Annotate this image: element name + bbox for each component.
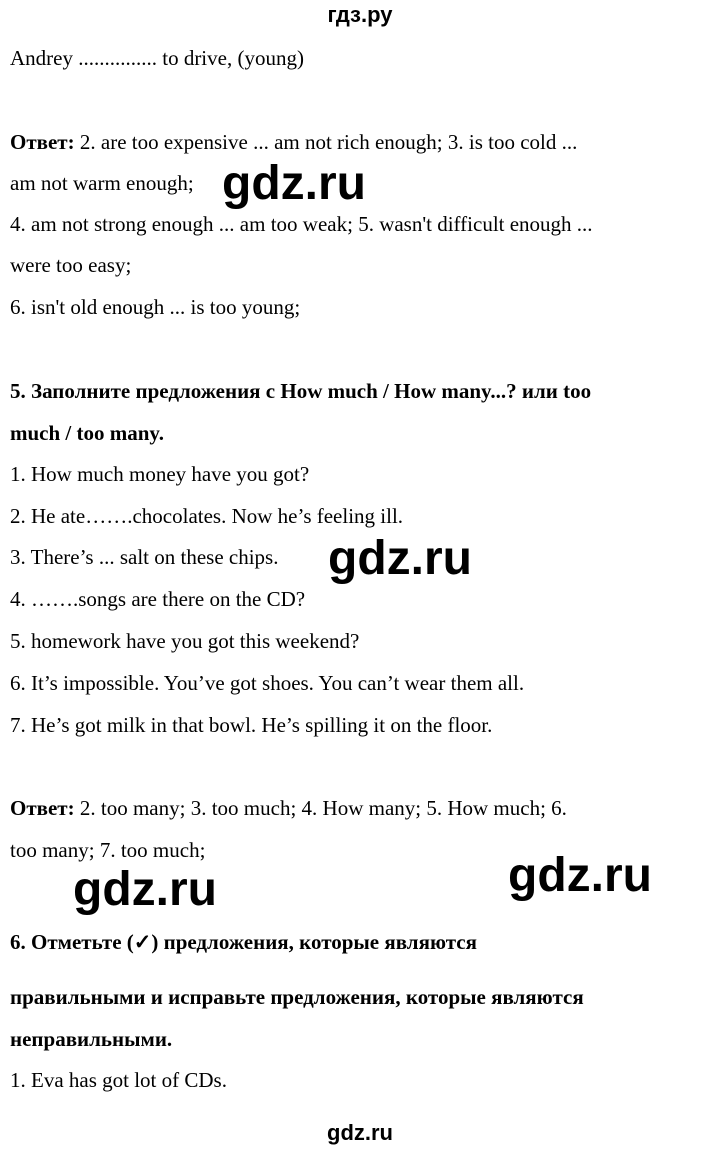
footer-site-label: gdz.ru [327, 1120, 393, 1145]
exercise-6-title: 6. Отметьте (✓) предложения, которые являются [10, 930, 477, 954]
exercise-item: 2. He ate…….chocolates. Now he’s feeling ill. [10, 504, 404, 528]
header-site-label: гдз.ру [327, 2, 393, 27]
task-line: Andrey ............... to drive, (young) [10, 46, 304, 70]
watermark: gdz.ru [328, 532, 472, 585]
answer-line [10, 132, 577, 153]
answer-line: too many; 7. too much; [10, 838, 206, 862]
exercise-item: 1. Eva has got lot of CDs. [10, 1068, 227, 1092]
exercise-5-title: much / too many. [10, 421, 165, 445]
watermark: gdz.ru [508, 849, 652, 902]
answer-label: Ответ: [10, 130, 75, 154]
exercise-6-title: правильными и исправьте предложения, которые являются [10, 985, 584, 1009]
watermark: gdz.ru [222, 157, 366, 210]
answer-line: were too easy; [10, 253, 132, 277]
exercise-item: 3. There’s ... salt on these chips. [10, 545, 279, 569]
exercise-item: 5. homework have you got this weekend? [10, 629, 360, 653]
exercise-item: 1. How much money have you got? [10, 462, 310, 486]
answer-text: 2. too many; 3. too much; 4. How many; 5. How much; 6. [74, 796, 567, 820]
answer-text: 2. are too expensive ... am not rich enough; 3. is too cold ... [74, 130, 578, 154]
answer-line: 4. am not strong enough ... am too weak; 5. wasn't difficult enough ... [10, 212, 593, 236]
answer-label: Ответ: [10, 796, 75, 820]
answer-line: 6. isn't old enough ... is too young; [10, 295, 301, 319]
exercise-item: 6. It’s impossible. You’ve got shoes. You can’t wear them all. [10, 671, 525, 695]
answer-line: am not warm enough; [10, 171, 194, 195]
watermark: gdz.ru [73, 863, 217, 916]
exercise-item: 4. …….songs are there on the CD? [10, 587, 306, 611]
exercise-5-title: 5. Заполните предложения с How much / How many...? или too [10, 379, 592, 403]
answer-line [10, 798, 567, 819]
exercise-item: 7. He’s got milk in that bowl. He’s spilling it on the floor. [10, 713, 493, 737]
exercise-6-title: неправильными. [10, 1027, 173, 1051]
